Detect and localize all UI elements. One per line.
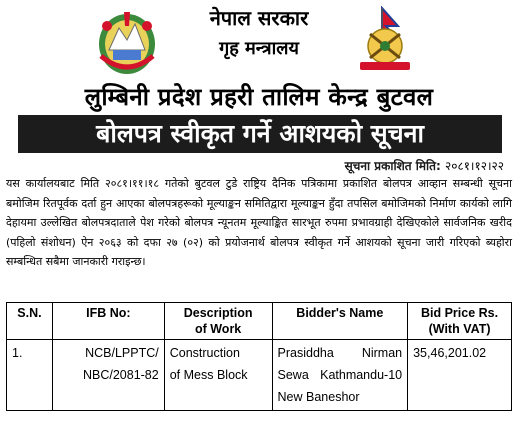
header-description-line1: Description xyxy=(183,306,253,320)
nepal-police-emblem-icon xyxy=(350,6,420,72)
letterhead xyxy=(0,0,518,112)
header-price-line1: Bid Price Rs. xyxy=(420,306,499,320)
cell-price: 35,46,201.02 xyxy=(408,340,512,411)
header-bidder: Bidder's Name xyxy=(272,303,408,340)
cell-ifb xyxy=(52,340,164,411)
office-name: लुम्बिनी प्रदेश प्रहरी तालिम केन्द्र बुटवल xyxy=(84,83,434,111)
table-header-row xyxy=(7,303,512,340)
header-ifb: IFB No: xyxy=(52,303,164,340)
header-price-line2: (With VAT) xyxy=(428,322,491,336)
publication-date-value: २०८१।१२।२२ xyxy=(444,159,504,173)
cell-ifb-line1: NCB/LPPTC/ xyxy=(85,346,159,360)
cell-sn: 1. xyxy=(7,340,53,411)
notice-body-paragraph: यस कार्यालयबाट मिति २०८१।११।१८ गतेको बुटवल टुडे राष्ट्रिय दैनिक पत्रिकामा प्रकाशित बोलपत्र आव्हान सम्बन्धी सूचना बमोजिम रितपूर्वक दर्ता हुन आएका बोलपत्रहरूको मूल्याङ्कन समितिद्वारा मूल्याङ्कन हुँदा तपसिल बमोजिमको निर्माण कार्यको लागि देहायमा उल्लेखित बोलपत्रदाताले पेश गरेको बोलपत्र न्यूनतम मूल्याङ्कित सारभूत रुपमा प्रभावग्राही देखिएकोले सार्वजनिक खरीद (पहिलो संशोधन) ऐन २०६३ को दफा २७ (०२) को प्रयोजनार्थ बोलपत्र स्वीकृत गर्ने आशयको सूचना जारी गरिएको ब्यहोरा सम्बन्धित सबैमा जानकारी गराइन्छ। xyxy=(6,177,512,269)
cell-description-line2: of Mess Block xyxy=(169,368,248,382)
ministry-name: गृह मन्त्रालय xyxy=(219,38,299,59)
bid-table xyxy=(6,302,512,411)
publication-date xyxy=(345,157,504,174)
header-sn: S.N. xyxy=(7,303,53,340)
table-row xyxy=(7,340,512,411)
cell-description-line1: Construction xyxy=(169,346,240,360)
cell-description xyxy=(164,340,272,411)
header-description xyxy=(164,303,272,340)
notice-title-banner: बोलपत्र स्वीकृत गर्ने आशयको सूचना xyxy=(18,115,502,153)
government-name: नेपाल सरकार xyxy=(209,6,309,30)
cell-ifb-line2: NBC/2081-82 xyxy=(82,368,159,382)
header-price xyxy=(408,303,512,340)
header-description-line2: of Work xyxy=(194,322,242,336)
publication-date-label: सूचना प्रकाशित मिति: xyxy=(344,159,441,173)
cell-bidder: Prasiddha Nirman Sewa Kathmandu-10 New Baneshor xyxy=(272,340,408,411)
